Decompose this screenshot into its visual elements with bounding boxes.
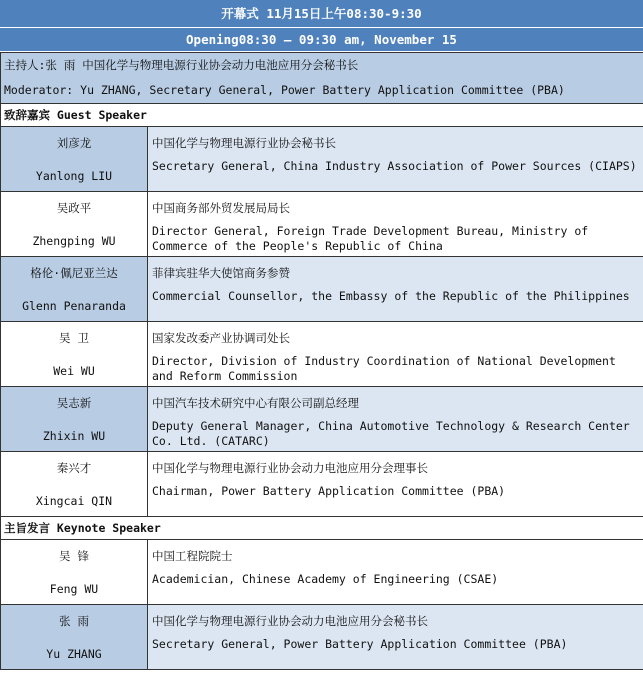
speaker-row	[1, 452, 643, 517]
speaker-role-zh: 菲律宾驻华大使馆商务参赞	[152, 266, 290, 280]
keynote-section-header	[1, 517, 643, 540]
speaker-name-en: Yu ZHANG	[46, 647, 102, 661]
speaker-role-en: Director General, Foreign Trade Development Bureau, Ministry of Commerce of the People's Republic of China	[152, 224, 589, 253]
speaker-role-zh: 中国化学与物理电源行业协会动力电池应用分会秘书长	[152, 614, 428, 628]
speaker-role-zh: 中国化学与物理电源行业协会动力电池应用分会理事长	[152, 461, 428, 475]
speaker-name-zh: 吴 卫	[59, 331, 89, 345]
speaker-row	[1, 257, 643, 322]
speaker-role-en: Secretary General, China Industry Association of Power Sources (CIAPS)	[152, 159, 637, 173]
speaker-role-en: Secretary General, Power Battery Application Committee (PBA)	[152, 637, 568, 651]
speaker-role-en: Chairman, Power Battery Application Committee (PBA)	[152, 484, 506, 498]
speaker-row	[1, 322, 643, 387]
moderator-zh: 主持人:张 雨 中国化学与物理电源行业协会动力电池应用分会秘书长	[4, 58, 359, 72]
guest-section-label: 致辞嘉宾 Guest Speaker	[1, 104, 643, 127]
guest-section-header	[1, 104, 643, 127]
speaker-role-en: Commercial Counsellor, the Embassy of the Republic of the Philippines	[152, 289, 630, 303]
speaker-name-en: Glenn Penaranda	[22, 299, 126, 313]
speaker-role-en: Deputy General Manager, China Automotive Technology & Research Center Co. Ltd. (CATARC)	[152, 419, 630, 448]
keynote-section-label: 主旨发言 Keynote Speaker	[1, 517, 643, 540]
speaker-role-zh: 国家发改委产业协调司处长	[152, 331, 290, 345]
speaker-row	[1, 192, 643, 257]
speaker-row	[1, 387, 643, 452]
speaker-name-zh: 吴志新	[56, 396, 92, 410]
speaker-name-zh: 张 雨	[59, 614, 89, 628]
speaker-row	[1, 605, 643, 670]
speaker-role-en: Director, Division of Industry Coordination of National Development and Reform Commission	[152, 354, 616, 383]
agenda-table	[0, 52, 643, 670]
speaker-role-zh: 中国工程院院士	[152, 549, 233, 563]
speaker-row	[1, 127, 643, 192]
speaker-name-zh: 吴政平	[56, 201, 92, 215]
speaker-name-zh: 秦兴才	[56, 461, 92, 475]
speaker-name-en: Feng WU	[49, 582, 99, 596]
speaker-name-en: Yanlong LIU	[35, 169, 113, 183]
speaker-name-en: Wei WU	[53, 364, 95, 378]
speaker-name-en: Xingcai QIN	[35, 494, 113, 508]
speaker-role-en: Academician, Chinese Academy of Engineering (CSAE)	[152, 572, 499, 586]
moderator-en: Moderator: Yu ZHANG, Secretary General, Power Battery Application Committee (PBA)	[4, 83, 565, 97]
speaker-row	[1, 540, 643, 605]
speaker-name-en: Zhengping WU	[32, 234, 116, 248]
speaker-name-en: Zhixin WU	[42, 429, 106, 443]
speaker-role-zh: 中国汽车技术研究中心有限公司副总经理	[152, 396, 359, 410]
speaker-name-zh: 刘彦龙	[56, 136, 92, 150]
speaker-name-zh: 吴 锋	[59, 549, 89, 563]
session-title-en: Opening08:30 – 09:30 am, November 15	[0, 28, 643, 52]
moderator-row	[1, 53, 643, 104]
speaker-role-zh: 中国化学与物理电源行业协会秘书长	[152, 136, 336, 150]
speaker-name-zh: 格伦·佩尼亚兰达	[30, 266, 118, 280]
session-title-zh: 开幕式 11月15日上午08:30-9:30	[0, 0, 643, 28]
speaker-role-zh: 中国商务部外贸发展局局长	[152, 201, 290, 215]
